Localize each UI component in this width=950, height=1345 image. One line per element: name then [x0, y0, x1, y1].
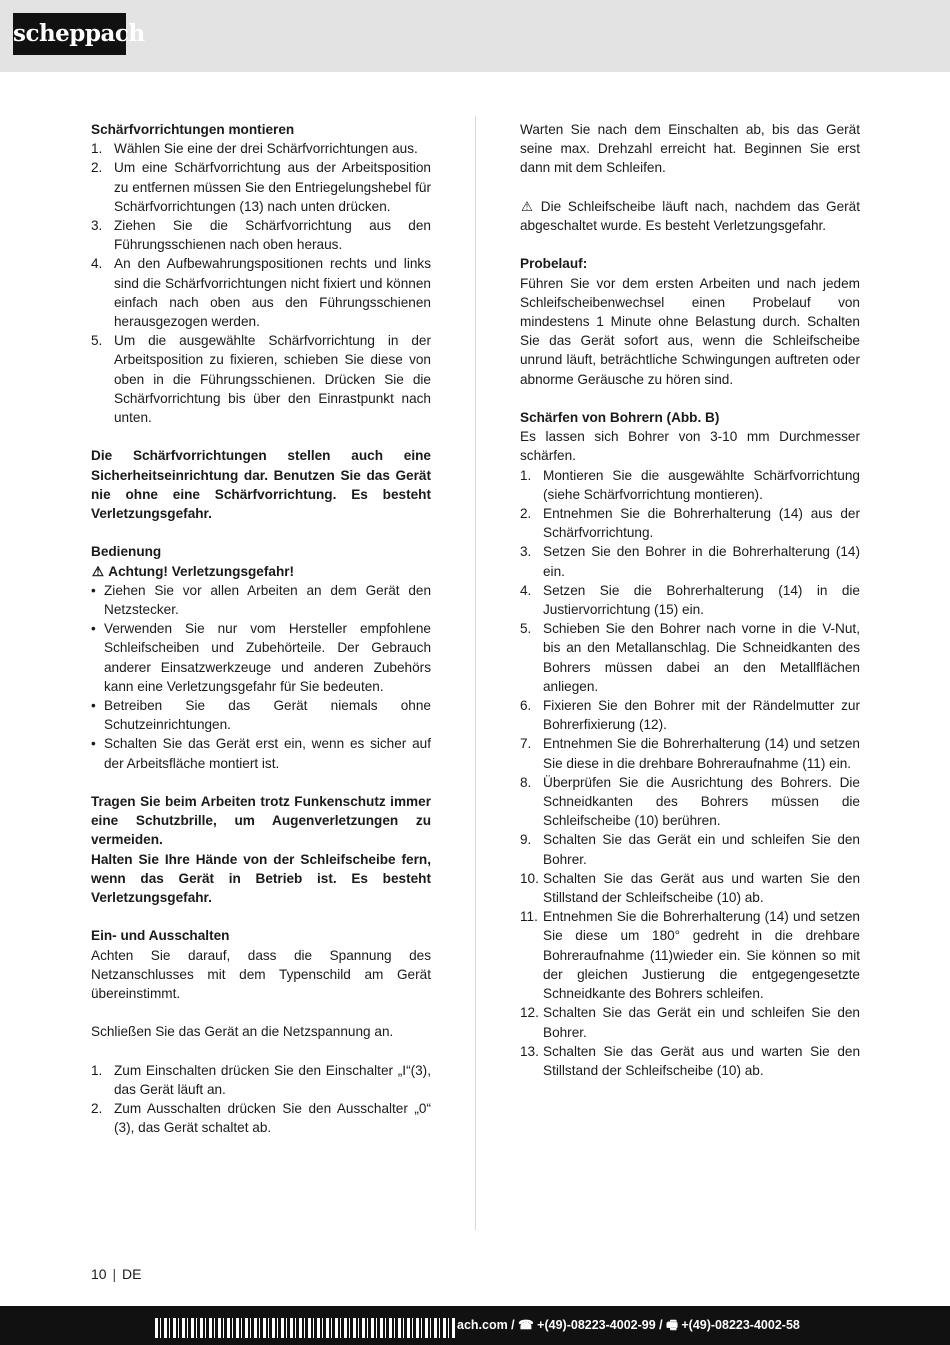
- warning-line: ⚠ Achtung! Verletzungsgefahr!: [91, 562, 431, 581]
- list-item: 5. Um die ausgewählte Schärfvorrichtung in der Arbeitsposition zu fixieren, schieben Sie diese von oben in die Führungsschienen. Drücken Sie die Schärfvorrichtung bis über den Einrastpunkt nach unten.: [91, 333, 431, 426]
- list-item: 13. Schalten Sie das Gerät aus und warten Sie den Stillstand der Schleifscheibe (10) ab.: [520, 1043, 860, 1078]
- list-item: 10. Schalten Sie das Gerät aus und warten Sie den Stillstand der Schleifscheibe (10) ab.: [520, 870, 860, 906]
- list-item: 7. Entnehmen Sie die Bohrerhalterung (14) und setzen Sie diese in die drehbare Bohreraufnahme (11) ein.: [520, 736, 860, 771]
- brand-logo: scheppach: [13, 13, 126, 55]
- paragraph: Es lassen sich Bohrer von 3-10 mm Durchmesser schärfen.: [520, 429, 860, 464]
- list-item: • Betreiben Sie das Gerät niemals ohne Schutzeinrichtungen.: [91, 698, 431, 733]
- right-column: [520, 120, 860, 1080]
- list-item: 11. Entnehmen Sie die Bohrerhalterung (14) und setzen Sie diese um 180° gedreht in die drehbare Bohreraufnahme (11)wieder ein. Sie können so mit der gleichen Justierung die entgegengesetzte Schneidkante des Bohrers schleifen.: [520, 909, 860, 1002]
- obscured-contact-text: [155, 1318, 457, 1338]
- header-bar: [0, 0, 950, 72]
- list-item: 2. Zum Ausschalten drücken Sie den Ausschalter „0“ (3), das Gerät schaltet ab.: [91, 1101, 431, 1136]
- list-item: 4. An den Aufbewahrungspositionen rechts und links sind die Schärfvorrichtungen nicht fixiert und können einfach nach oben aus den Führungsschienen herausgezogen werden.: [91, 256, 431, 330]
- list-item: • Schalten Sie das Gerät erst ein, wenn es sicher auf der Arbeitsfläche montiert ist.: [91, 736, 431, 771]
- hands-note: Halten Sie Ihre Hände von der Schleifscheibe fern, wenn das Gerät in Betrieb ist. Es besteht Verletzungsgefahr.: [91, 851, 431, 906]
- list-item: 9. Schalten Sie das Gerät ein und schleifen Sie den Bohrer.: [520, 832, 860, 867]
- operation-bullets: [91, 581, 431, 773]
- language-code: DE: [122, 1266, 142, 1282]
- list-item: 5. Schieben Sie den Bohrer nach vorne in die V-Nut, bis an den Metallanschlag. Die Schneidkanten des Bohrers müssen dabei an den Metallflächen anliegen.: [520, 621, 860, 694]
- page-footer: [91, 1265, 141, 1284]
- section-title-sharpening: Schärfen von Bohrern (Abb. B): [520, 410, 720, 425]
- footer-separator: |: [112, 1266, 117, 1282]
- section-title-testrun: Probelauf:: [520, 256, 588, 272]
- paragraph: Führen Sie vor dem ersten Arbeiten und nach jedem Schleifscheibenwechsel einen Probelauf von mindestens 1 Minute ohne Belastung durch. Schalten Sie das Gerät sofort aus, wenn die Schleifscheibe unrund läuft, beträchtliche Schwingungen auftreten oder abnorme Geräusche zu hören sind.: [520, 275, 860, 387]
- list-item: 4. Setzen Sie die Bohrerhalterung (14) in die Justiervorrichtung (15) ein.: [520, 582, 860, 618]
- contact-text: ach.com / ☎ +(49)-08223-4002-99 / 🖷 +(49)-08223-4002-58: [457, 1318, 800, 1332]
- list-item: 6. Fixieren Sie den Bohrer mit der Rändelmutter zur Bohrerfixierung (12).: [520, 698, 860, 733]
- warning-triangle-icon: ⚠: [520, 198, 534, 214]
- left-column: [91, 120, 431, 1138]
- contact-bar: [0, 1306, 950, 1345]
- section-title-switching: Ein- und Ausschalten: [91, 928, 230, 944]
- sharpening-steps: [520, 466, 860, 1081]
- list-item: 2. Um eine Schärfvorrichtung aus der Arbeitsposition zu entfernen müssen Sie den Entriegelungshebel für Schärfvorrichtungen (13) nach unten drücken.: [91, 160, 431, 214]
- runon-warning: ⚠ Die Schleifscheibe läuft nach, nachdem das Gerät abgeschaltet wurde. Es besteht Verletzungsgefahr.: [520, 198, 861, 233]
- paragraph: Warten Sie nach dem Einschalten ab, bis das Gerät seine max. Drehzahl erreicht hat. Beginnen Sie erst dann mit dem Schleifen.: [520, 122, 860, 176]
- paragraph: Achten Sie darauf, dass die Spannung des Netzanschlusses mit dem Typenschild am Gerät übereinstimmt.: [91, 947, 431, 1002]
- list-item: 1. Zum Einschalten drücken Sie den Einschalter „I“(3), das Gerät läuft an.: [91, 1062, 431, 1098]
- list-item: 3. Ziehen Sie die Schärfvorrichtung aus den Führungsschienen nach oben heraus.: [91, 218, 431, 253]
- list-item: 2. Entnehmen Sie die Bohrerhalterung (14) aus der Schärfvorrichtung.: [520, 506, 860, 541]
- section-title-operation: Bedienung: [91, 544, 162, 560]
- section-title-mounting: Schärfvorrichtungen montieren: [91, 122, 295, 137]
- list-item: 12. Schalten Sie das Gerät ein und schleifen Sie den Bohrer.: [520, 1005, 860, 1040]
- page-number: 10: [91, 1266, 107, 1282]
- list-item: 8. Überprüfen Sie die Ausrichtung des Bohrers. Die Schneidkanten des Bohrers müssen die Schleifscheibe (10) berühren.: [520, 774, 860, 829]
- list-item: 1. Wählen Sie eine der drei Schärfvorrichtungen aus.: [91, 141, 418, 157]
- list-item: 1. Montieren Sie die ausgewählte Schärfvorrichtung (siehe Schärfvorrichtung montieren).: [520, 467, 860, 502]
- paragraph: Schließen Sie das Gerät an die Netzspannung an.: [91, 1024, 394, 1040]
- list-item: • Verwenden Sie nur vom Hersteller empfohlene Schleifscheiben und Zubehörteile. Der Gebrauch anderer Einsatzwerkzeuge und anderen Zubehörs kann eine Verletzungsgefahr für Sie bedeuten.: [91, 621, 431, 694]
- mounting-steps: [91, 139, 431, 427]
- safety-note: Die Schärfvorrichtungen stellen auch eine Sicherheitseinrichtung dar. Benutzen Sie das Gerät nie ohne eine Schärfvorrichtung. Es besteht Verletzungsgefahr.: [91, 448, 431, 522]
- list-item: 3. Setzen Sie den Bohrer in die Bohrerhalterung (14) ein.: [520, 544, 860, 579]
- column-divider: [475, 116, 476, 1230]
- switching-steps: [91, 1061, 431, 1138]
- warning-triangle-icon: ⚠: [91, 563, 105, 579]
- list-item: • Ziehen Sie vor allen Arbeiten an dem Gerät den Netzstecker.: [91, 582, 431, 618]
- goggles-note: Tragen Sie beim Arbeiten trotz Funkenschutz immer eine Schutzbrille, um Augenverletzungen zu vermeiden.: [91, 794, 431, 848]
